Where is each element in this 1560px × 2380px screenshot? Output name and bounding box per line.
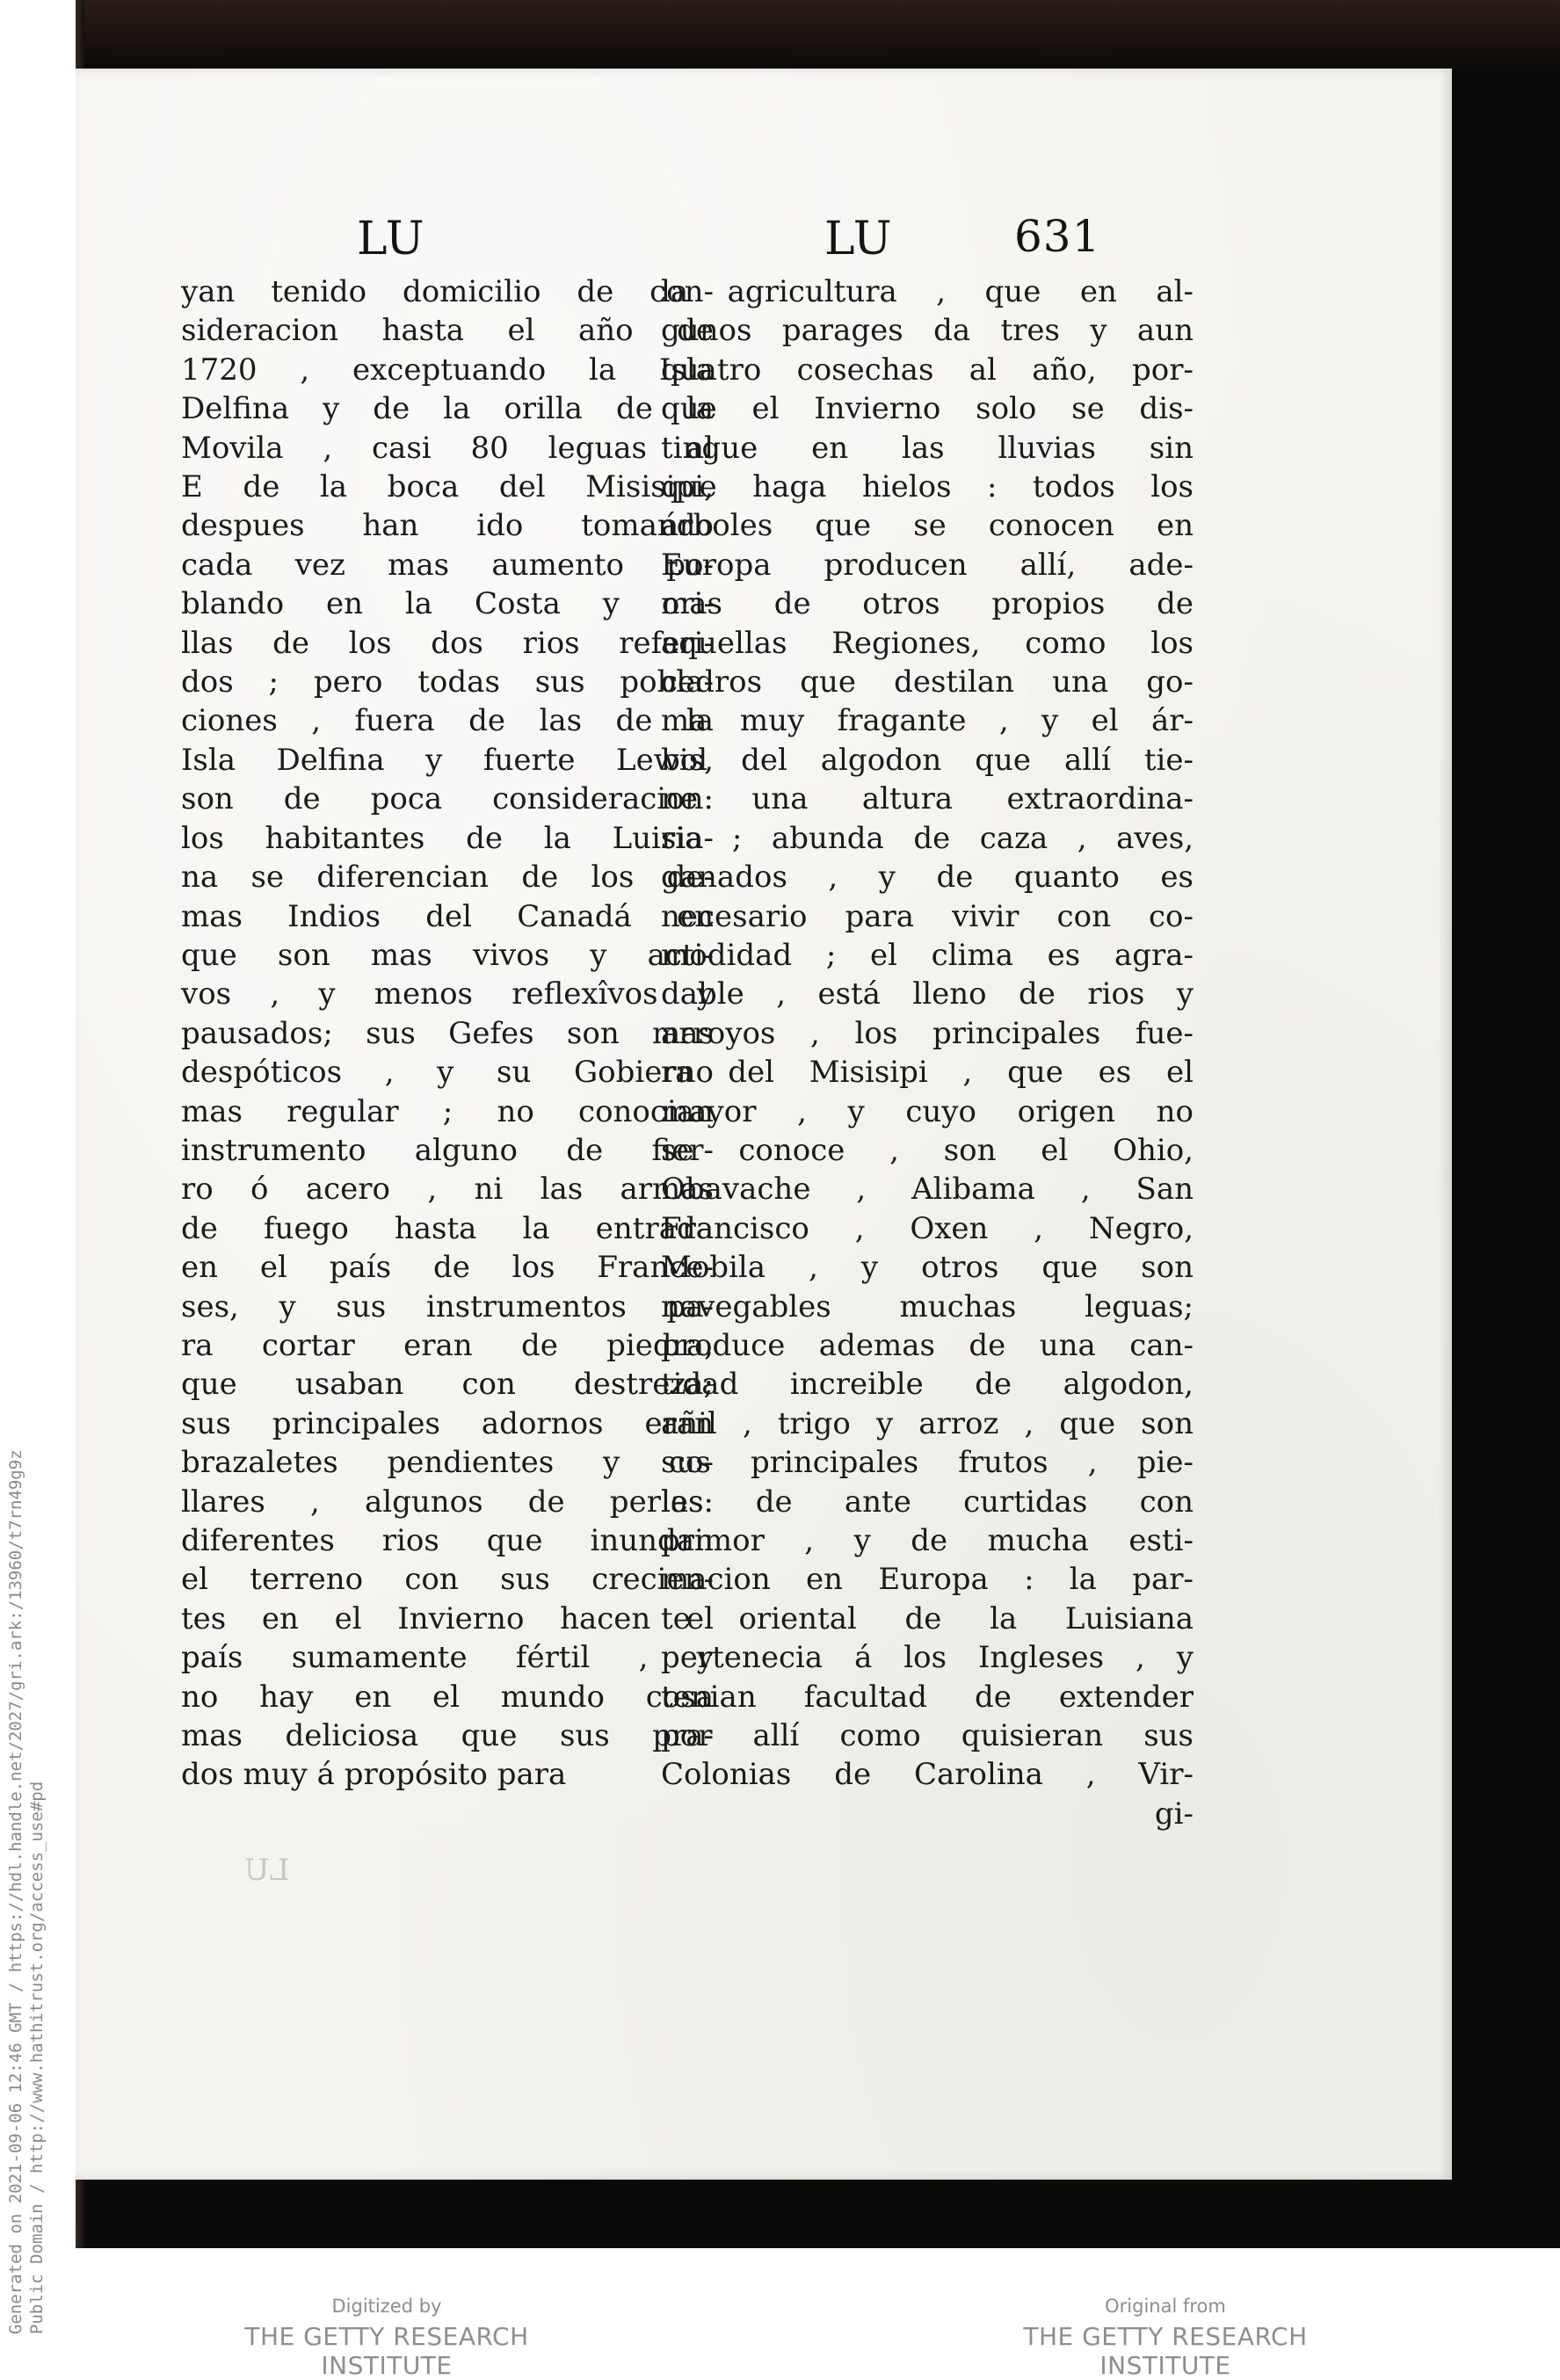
text-line: ria ; abunda de caza , aves, xyxy=(661,820,1194,856)
text-line: son de poca consideracion: xyxy=(181,781,714,817)
text-line: primor , y de mucha esti- xyxy=(661,1523,1194,1558)
text-line: cedros que destilan una go- xyxy=(661,664,1194,700)
text-line: ma muy fragante , y el ár- xyxy=(661,703,1194,739)
text-line: modidad ; el clima es agra- xyxy=(661,937,1194,973)
original-from-institution: THE GETTY RESEARCH INSTITUTE xyxy=(1023,2322,1308,2380)
text-line: Colonias de Carolina , Vir- xyxy=(661,1757,1194,1793)
text-line: dos muy á propósito para xyxy=(181,1757,567,1793)
text-line: mas de otros propios de xyxy=(661,586,1194,622)
text-line: cada vez mas aumento po- xyxy=(181,547,714,583)
running-header-left: LU xyxy=(357,213,425,265)
text-line: tidad increible de algodon, xyxy=(661,1367,1194,1403)
text-line: les de ante curtidas con xyxy=(661,1484,1194,1520)
text-line: arroyos , los principales fue- xyxy=(661,1015,1194,1051)
text-line: bol del algodon que allí tie- xyxy=(661,742,1194,778)
text-line: en el país de los France- xyxy=(181,1250,714,1286)
text-line: te oriental de la Luisiana xyxy=(661,1600,1194,1636)
text-line: llares , algunos de perlas: xyxy=(181,1484,714,1520)
text-line: mas Indios del Canadá en xyxy=(181,898,714,934)
text-line: llas de los dos rios referi- xyxy=(181,625,714,661)
text-line: país sumamente fértil , y xyxy=(181,1640,714,1676)
text-line: sus principales frutos , pie- xyxy=(661,1445,1194,1481)
text-line: sus principales adornos eran xyxy=(181,1405,714,1441)
text-line: produce ademas de una can- xyxy=(661,1327,1194,1363)
text-line: despues han ido tomando xyxy=(181,508,714,544)
text-line: despóticos , y su Gobierno xyxy=(181,1055,714,1091)
text-line: aquellas Regiones, como los xyxy=(661,625,1194,661)
digitized-by-label: Digitized by xyxy=(331,2296,442,2317)
text-line: ses, y sus instrumentos pa- xyxy=(181,1288,714,1324)
rights-note-line: Public Domain / http://www.hathitrust.org/access_use#pd xyxy=(27,1781,47,2334)
text-line: no hay en el mundo cosa xyxy=(181,1679,714,1715)
text-line: ciones , fuera de las de la xyxy=(181,703,714,739)
text-line: vos , y menos reflexîvos y xyxy=(181,976,714,1012)
text-line: el terreno con sus crecien- xyxy=(181,1562,714,1598)
text-line: necesario para vivir con co- xyxy=(661,898,1194,934)
text-line: na se diferencian de los de- xyxy=(181,860,714,896)
generation-note-line: Generated on 2021-09-06 12:46 GMT / https://hdl.handle.net/2027/gri.ark:/13960/t7rn49g9z xyxy=(6,1449,25,2334)
text-line: E de la boca del Misisipi, xyxy=(181,469,714,505)
text-line: gi- xyxy=(1154,1796,1194,1832)
text-line: mayor , y cuyo origen no xyxy=(661,1093,1194,1129)
hathitrust-generation-note xyxy=(5,1449,47,2334)
text-line: pausados; sus Gefes son mas xyxy=(181,1015,714,1051)
text-line: ne una altura extraordina- xyxy=(661,781,1194,817)
text-line: quatro cosechas al año, por- xyxy=(661,352,1194,388)
bleed-through-text: LU xyxy=(243,1853,290,1888)
text-line: dable , está lleno de rios y xyxy=(661,976,1194,1012)
text-line: se conoce , son el Ohio, xyxy=(661,1132,1194,1168)
text-line: ra del Misisipi , que es el xyxy=(661,1055,1194,1091)
running-header-right: LU xyxy=(824,213,893,265)
text-line: que usaban con destreza; xyxy=(181,1367,714,1403)
text-line: pertenecia á los Ingleses , y xyxy=(661,1640,1194,1676)
text-line: blando en la Costa y ori- xyxy=(181,586,714,622)
text-line: sideracion hasta el año de xyxy=(181,313,714,349)
page-number: 631 xyxy=(1014,211,1101,262)
text-line: brazaletes pendientes y co- xyxy=(181,1445,714,1481)
scan-top-border xyxy=(76,0,1560,69)
text-line: macion en Europa : la par- xyxy=(661,1562,1194,1598)
text-line: dos ; pero todas sus pobla- xyxy=(181,664,714,700)
text-line: Delfina y de la orilla de la xyxy=(181,391,714,427)
text-line: diferentes rios que inundan xyxy=(181,1523,714,1558)
right-text-column xyxy=(661,272,1194,1833)
text-line: navegables muchas leguas; xyxy=(661,1288,1194,1324)
text-line: tenian facultad de extender xyxy=(661,1679,1194,1715)
text-line: que son mas vivos y acti- xyxy=(181,937,714,973)
text-line: mas regular ; no conocian xyxy=(181,1093,714,1129)
text-line: Francisco , Oxen , Negro, xyxy=(661,1210,1194,1246)
original-from-label: Original from xyxy=(1105,2296,1226,2317)
text-line: ganados , y de quanto es xyxy=(661,860,1194,896)
text-line: la agricultura , que en al- xyxy=(661,274,1194,309)
text-line: Isla Delfina y fuerte Lewis, xyxy=(181,742,714,778)
text-line: Obavache , Alibama , San xyxy=(661,1172,1194,1208)
text-line: que el Invierno solo se dis- xyxy=(661,391,1194,427)
text-line: los habitantes de la Luisia- xyxy=(181,820,714,856)
text-line: instrumento alguno de fier- xyxy=(181,1132,714,1168)
text-line: por allí como quisieran sus xyxy=(661,1718,1194,1754)
text-line: tes en el Invierno hacen el xyxy=(181,1600,714,1636)
text-line: Europa producen allí, ade- xyxy=(661,547,1194,583)
digitized-by-institution: THE GETTY RESEARCH INSTITUTE xyxy=(244,2322,529,2380)
text-line: gunos parages da tres y aun xyxy=(661,313,1194,349)
text-line: ra cortar eran de piedra, xyxy=(181,1327,714,1363)
text-line: Movila , casi 80 leguas al xyxy=(181,430,714,466)
text-line: Mobila , y otros que son xyxy=(661,1250,1194,1286)
text-line: que haga hielos : todos los xyxy=(661,469,1194,505)
text-line: 1720 , exceptuando la Isla xyxy=(181,352,714,388)
text-line: yan tenido domicilio de con- xyxy=(181,274,714,309)
text-line: mas deliciosa que sus pra- xyxy=(181,1718,714,1754)
text-line: tingue en las lluvias sin xyxy=(661,430,1194,466)
digitized-by-credit xyxy=(176,2296,598,2380)
text-line: de fuego hasta la entrada xyxy=(181,1210,714,1246)
original-from-credit xyxy=(954,2296,1376,2380)
text-line: añil , trigo y arroz , que son xyxy=(661,1405,1194,1441)
left-text-column xyxy=(181,272,714,1795)
text-line: árboles que se conocen en xyxy=(661,508,1194,544)
text-line: ro ó acero , ni las armas xyxy=(181,1172,714,1208)
